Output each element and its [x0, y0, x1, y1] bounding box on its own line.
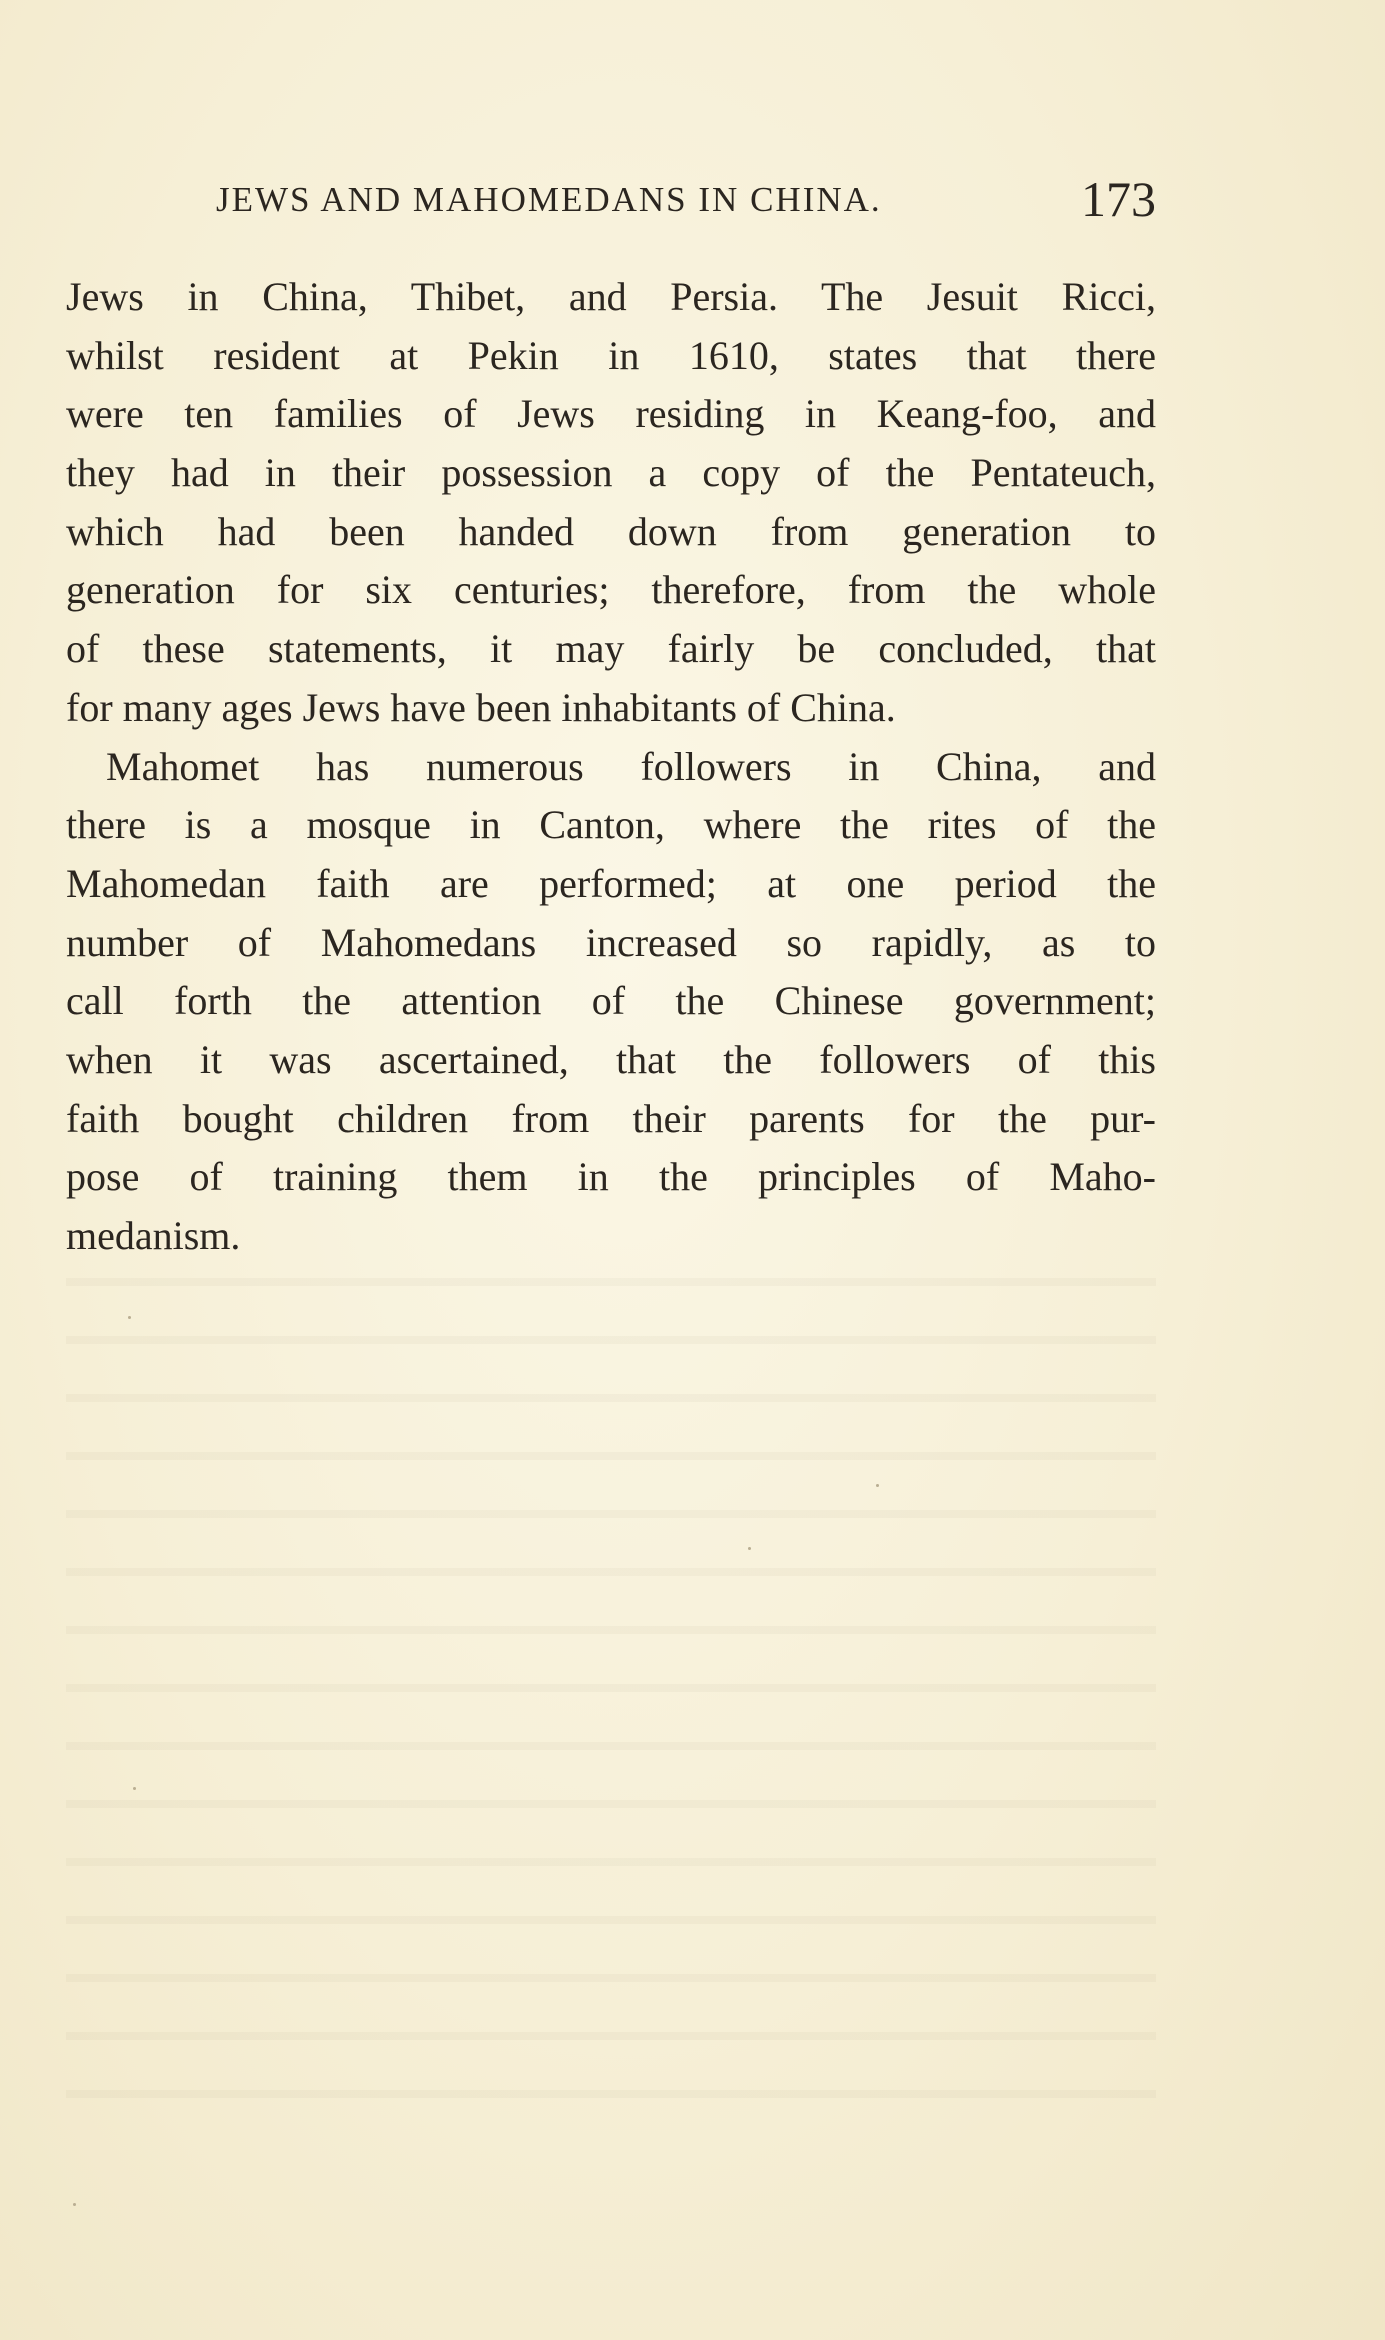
- bleed-through-texture: [66, 1240, 1156, 2140]
- text-line: medanism.: [66, 1213, 241, 1258]
- text-line: there is a mosque in Canton, where the rites of the: [66, 802, 1156, 848]
- text-line: whilst resident at Pekin in 1610, states that there: [66, 332, 1156, 378]
- text-line: they had in their possession a copy of the Pentateuch,: [66, 450, 1156, 496]
- text-line: of these statements, it may fairly be concluded, that: [66, 626, 1156, 672]
- text-line: pose of training them in the principles of Maho-: [66, 1154, 1156, 1200]
- text-line: faith bought children from their parents for the pur-: [66, 1095, 1156, 1141]
- paper-speck: [73, 2203, 76, 2206]
- page-number: 173: [1081, 171, 1156, 227]
- text-line: Mahomedan faith are performed; at one period the: [66, 860, 1156, 906]
- paper-speck: [133, 1787, 136, 1790]
- text-line: which had been handed down from generation to: [66, 508, 1156, 554]
- body-text: [66, 268, 1156, 1266]
- text-line: generation for six centuries; therefore, from the whole: [66, 567, 1156, 613]
- text-line: for many ages Jews have been inhabitants of China.: [66, 684, 896, 730]
- running-head: [66, 170, 1156, 230]
- paper-speck: [748, 1547, 751, 1550]
- text-line: when it was ascertained, that the followers of this: [66, 1036, 1156, 1082]
- running-title: JEWS AND MAHOMEDANS IN CHINA.: [216, 180, 882, 219]
- text-line: number of Mahomedans increased so rapidly, as to: [66, 919, 1156, 965]
- text-line: Jews in China, Thibet, and Persia. The Jesuit Ricci,: [66, 274, 1156, 319]
- paper-speck: [876, 1484, 879, 1487]
- paragraph-start-line: Mahomet has numerous followers in China, and: [106, 743, 1156, 789]
- paper-speck: [128, 1316, 131, 1319]
- text-line: call forth the attention of the Chinese government;: [66, 978, 1156, 1024]
- text-line: were ten families of Jews residing in Keang-foo, and: [66, 391, 1156, 437]
